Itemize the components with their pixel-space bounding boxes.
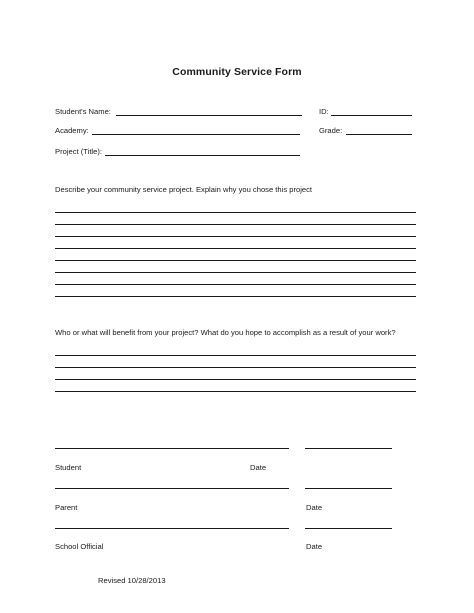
- answer-1-line[interactable]: [55, 284, 416, 285]
- grade-label: Grade:: [319, 126, 343, 135]
- parent-date-line[interactable]: [305, 488, 392, 489]
- student-name-field[interactable]: [116, 115, 302, 116]
- answer-1-line[interactable]: [55, 248, 416, 249]
- student-name-label: Student's Name:: [55, 107, 111, 116]
- answer-2-line[interactable]: [55, 391, 416, 392]
- id-label: ID:: [319, 107, 329, 116]
- official-signature-line[interactable]: [55, 528, 289, 529]
- answer-1-line[interactable]: [55, 272, 416, 273]
- form-title: Community Service Form: [172, 66, 302, 78]
- id-field[interactable]: [331, 115, 412, 116]
- answer-2-line[interactable]: [55, 355, 416, 356]
- academy-field[interactable]: [92, 134, 300, 135]
- student-date-line[interactable]: [305, 448, 392, 449]
- student-signature-line[interactable]: [55, 448, 289, 449]
- parent-signature-label: Parent: [55, 503, 78, 512]
- official-date-label: Date: [306, 542, 323, 551]
- answer-1-line[interactable]: [55, 224, 416, 225]
- question-1-text: Describe your community service project. Explain why you chose this project: [55, 185, 313, 194]
- parent-signature-line[interactable]: [55, 488, 289, 489]
- official-signature-label: School Official: [55, 542, 104, 551]
- project-title-field[interactable]: [105, 155, 300, 156]
- project-title-label: Project (Title):: [55, 147, 102, 156]
- academy-label: Academy:: [55, 126, 89, 135]
- student-date-label: Date: [250, 463, 267, 472]
- grade-field[interactable]: [346, 134, 412, 135]
- answer-2-line[interactable]: [55, 367, 416, 368]
- student-signature-label: Student: [55, 463, 82, 472]
- answer-1-line[interactable]: [55, 212, 416, 213]
- answer-2-line[interactable]: [55, 379, 416, 380]
- answer-1-line[interactable]: [55, 296, 416, 297]
- official-date-line[interactable]: [305, 528, 392, 529]
- answer-1-line[interactable]: [55, 260, 416, 261]
- revision-date: Revised 10/28/2013: [98, 576, 166, 585]
- question-2-text: Who or what will benefit from your project? What do you hope to accomplish as a result of your work?: [55, 328, 396, 337]
- answer-1-line[interactable]: [55, 236, 416, 237]
- parent-date-label: Date: [306, 503, 323, 512]
